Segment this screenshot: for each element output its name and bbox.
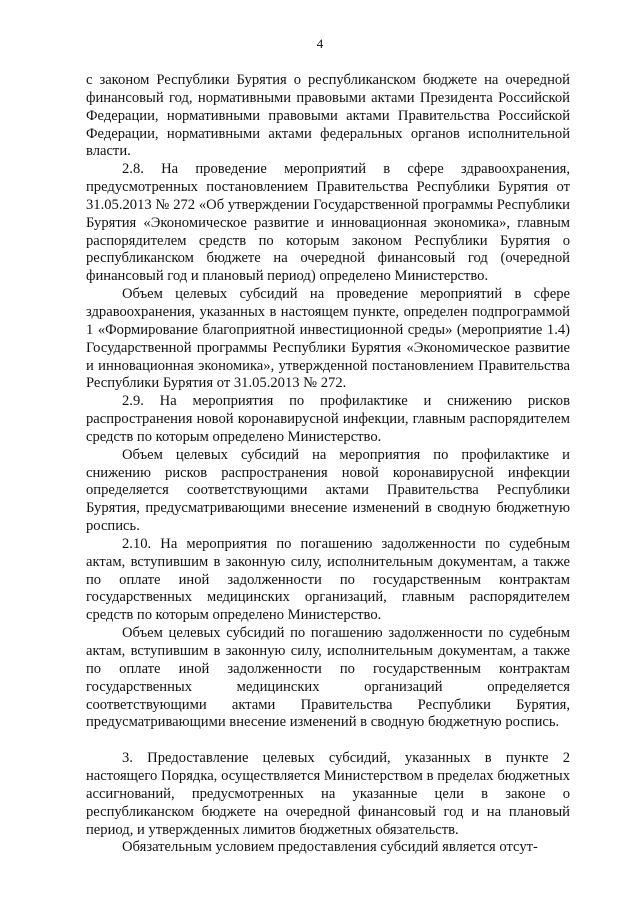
paragraph-2-9-volume: Объем целевых субсидий на мероприятия по профилактике и снижению рисков распространения новой коронавирусной инфекции определяется соответствующими актами Правительства Республики Бурятия, предусматривающими внесение изменений в сводную бюджетную роспись.: [86, 446, 570, 535]
paragraph-3: 3. Предоставление целевых субсидий, указанных в пункте 2 настоящего Порядка, осуществляется Министерством в пределах бюджетных ассигнований, предусмотренных на указанные цели в законе о республиканском бюджете на очередной финансовый год и на плановый период, и утвержденных лимитов бюджетных обязательств.: [86, 750, 570, 838]
document-body: [86, 72, 570, 857]
paragraph-2-8: 2.8. На проведение мероприятий в сфере здравоохранения, предусмотренных постановлением Правительства Республики Бурятия от 31.05.2013 № 272 «Об утверждении Государственной программы Республики Бурятия «Экономическое развитие и инновационная экономика», главным распорядителем средств по которым законом Республики Бурятия о республиканском бюджете на очередной финансовый год (очередной финансовый год и плановый период) определено Министерство.: [86, 161, 570, 285]
paragraph-2-8-volume: Объем целевых субсидий на проведение мероприятий в сфере здравоохранения, указанных в настоящем пункте, определен подпрограммой 1 «Формирование благоприятной инвестиционной среды» (мероприятие 1.4) Государственной программы Республики Бурятия «Экономическое развитие и инновационная экономика», утвержденной постановлением Правительства Республики Бурятия от 31.05.2013 № 272.: [86, 286, 570, 392]
paragraph-2-10-volume: Объем целевых субсидий по погашению задолженности по судебным актам, вступившим в законную силу, исполнительным документам, а также по оплате иной задолженности по государственным контрактам государственных медицинских организаций определяется соответствующими актами Правительства Республики Бурятия, предусматривающими внесение изменений в сводную бюджетную роспись.: [86, 625, 570, 731]
paragraph-2-10: 2.10. На мероприятия по погашению задолженности по судебным актам, вступившим в законную силу, исполнительным документам, а также по оплате иной задолженности по государственным контрактам государственных медицинских организаций, главным распорядителем средств по которым определено Министерство.: [86, 535, 570, 624]
paragraph-2-9: 2.9. На мероприятия по профилактике и снижению рисков распространения новой коронавирусной инфекции, главным распорядителем средств по которым определено Министерство.: [86, 393, 570, 445]
paragraph-law-continuation: с законом Республики Бурятия о республиканском бюджете на очередной финансовый год, нормативными правовыми актами Президента Российской Федерации, нормативными правовыми актами Правительства Российской Федерации, нормативными актами федеральных органов исполнительной власти.: [86, 72, 570, 160]
page-number: 4: [316, 36, 324, 51]
paragraph-3-condition: Обязательным условием предоставления субсидий является отсут-: [122, 839, 538, 856]
